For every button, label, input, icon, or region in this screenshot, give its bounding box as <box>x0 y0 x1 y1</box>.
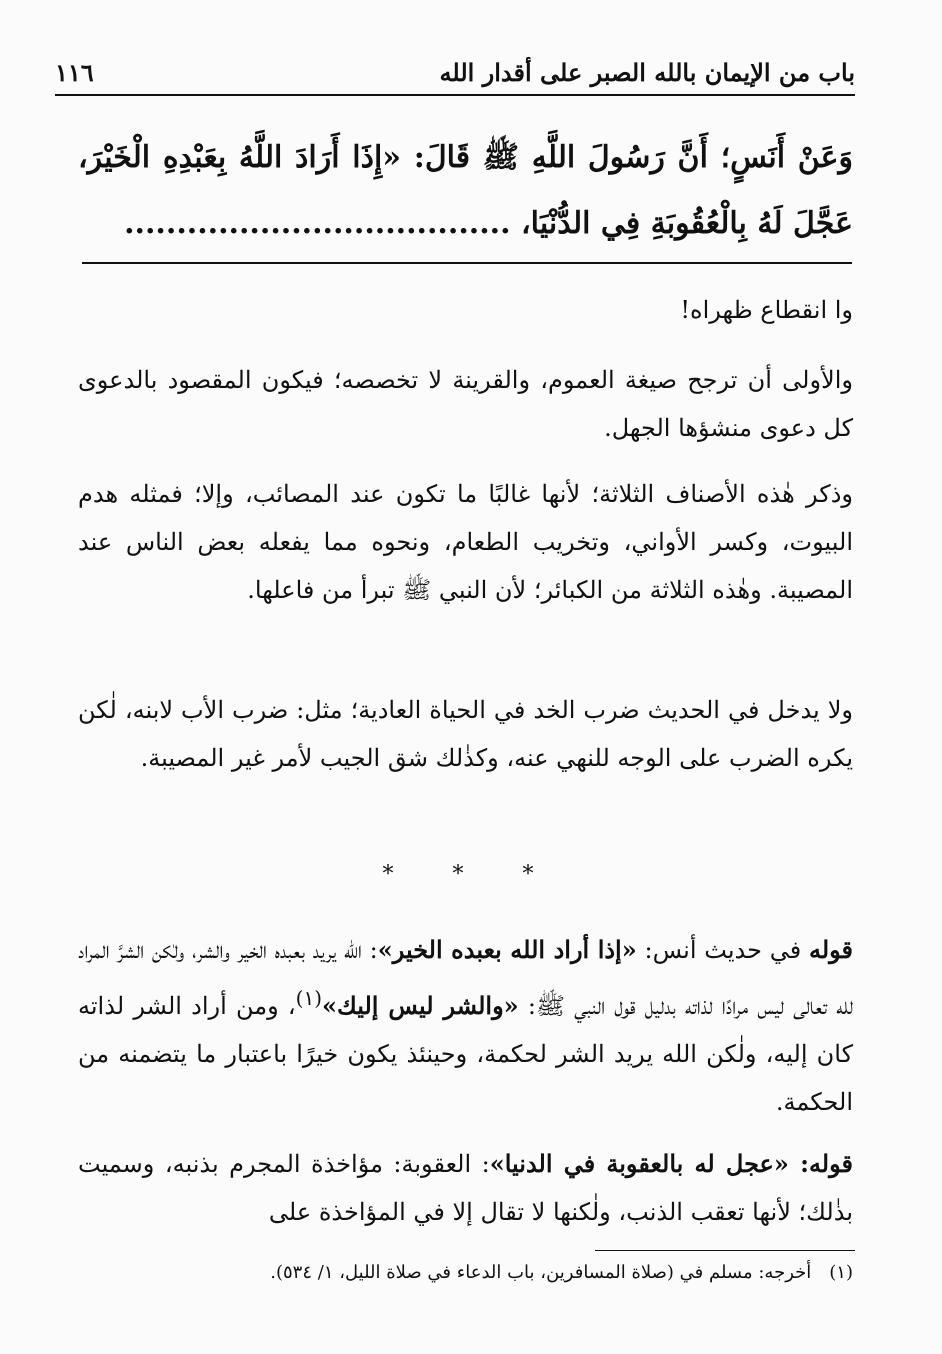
footnote-reference[interactable]: (١) <box>295 986 322 1010</box>
commentary-label: قوله: <box>788 1149 853 1178</box>
header-rule <box>55 94 855 96</box>
commentary-2 <box>78 1140 853 1236</box>
hadith-dots: ..................................... <box>124 206 511 241</box>
commentary-text: : <box>361 936 378 964</box>
commentary-quote: «والشر ليس إليك» <box>322 991 519 1020</box>
chapter-title: باب من الإيمان بالله الصبر على أقدار الله <box>439 57 855 87</box>
section-separator: * * * <box>382 862 560 887</box>
footnote-text: أخرجه: مسلم في (صلاة المسافرين، باب الدعاء في صلاة الليل، ١/ ٥٣٤). <box>270 1262 812 1283</box>
commentary-text: ، ومن أراد الشر لذاته كان إليه، ولٰكن الله يريد الشر لحكمة، وحينئذ يكون خيرًا باعتبار ما يتضمنه من الحكمة. <box>78 992 853 1116</box>
footnote <box>150 1262 853 1283</box>
page-header <box>55 52 855 92</box>
paragraph-3: وذكر هٰذه الأصناف الثلاثة؛ لأنها غالبًا ما تكون عند المصائب، وإلا؛ فمثله هدم البيوت، وكسر الأواني، وتخريب الطعام، ونحوه مما يفعله بعض الناس عند المصيبة. وهٰذه الثلاثة من الكبائر؛ لأن النبي ﷺ تبرأ من فاعلها. <box>78 480 853 604</box>
commentary-1 <box>78 926 853 1126</box>
commentary-text: : العقوبة: مؤاخذة المجرم بذنبه، وسميت بذٰلك؛ لأنها تعقب الذنب، ولٰكنها لا تقال إلا في المؤاخذة على <box>78 1150 853 1226</box>
paragraph-4: ولا يدخل في الحديث ضرب الخد في الحياة العادية؛ مثل: ضرب الأب لابنه، لٰكن يكره الضرب على الوجه للنهي عنه، وكذٰلك شق الجيب لأمر غير المصيبة. <box>78 696 853 772</box>
paragraph-1: وا انقطاع ظهراه! <box>680 296 853 324</box>
commentary-quote: «إذا أراد الله بعبده الخير» <box>377 935 637 964</box>
paragraph-2: والأولى أن ترجح صيغة العموم، والقرينة لا تخصصه؛ فيكون المقصود بالدعوى كل دعوى منشؤها الجهل. <box>78 366 853 442</box>
commentary-text: في حديث أنس: <box>636 936 809 964</box>
commentary-label: قوله <box>808 935 854 964</box>
hadith-rule <box>82 262 852 264</box>
hadith-text <box>78 125 853 257</box>
commentary-quote: «عجل له بالعقوبة في الدنيا» <box>489 1149 789 1178</box>
hadith-body: وَعَنْ أَنَسٍ؛ أَنَّ رَسُولَ اللَّهِ ﷺ قَالَ: «إِذَا أَرَادَ اللَّهُ بِعَبْدِهِ الْخَيْرَ، عَجَّلَ لَهُ بِالْعُقُوبَةِ فِي الدُّنْيَا، <box>78 140 853 241</box>
footnote-rule <box>595 1250 855 1251</box>
commentary-text: الله يريد بعبده الخير والشر، ولٰكن الشرَّ المراد لله تعالى ليس مرادًا لذاته بدليل قول النبي ﷺ: <box>78 936 853 1020</box>
footnote-number: (١) <box>829 1262 853 1283</box>
page-number: ١١٦ <box>55 57 94 87</box>
